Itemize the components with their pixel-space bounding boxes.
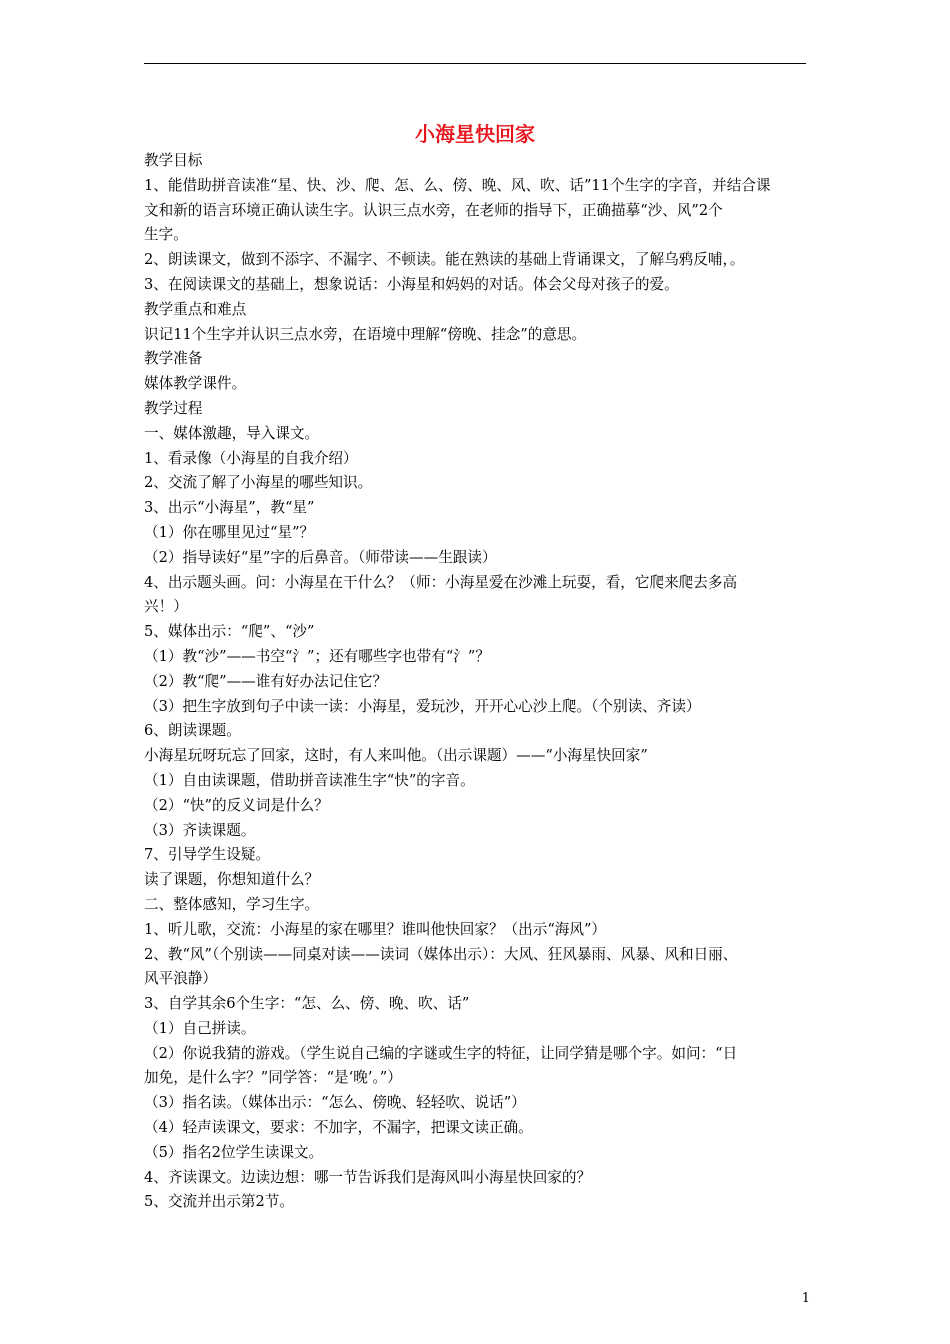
body-line: 7、引导学生设疑。 [144, 846, 271, 864]
page-number: 1 [801, 1291, 810, 1306]
body-line: 二、整体感知，学习生字。 [144, 895, 320, 913]
body-line: 1、能借助拼音读准“星、快、沙、爬、怎、么、傍、晚、风、吹、话”11个生字的字音，并结合课 [144, 176, 771, 194]
body-line: （5）指名2位学生读课文。 [144, 1143, 324, 1161]
body-line: 风平浪静） [144, 970, 217, 988]
body-line: 一、媒体激趣，导入课文。 [144, 424, 320, 442]
body-line: 教学重点和难点 [144, 300, 247, 318]
body-line: （2）教“爬”——谁有好办法记住它？ [144, 672, 388, 690]
body-line: 教学准备 [144, 350, 203, 368]
body-line: 2、交流了解了小海星的哪些知识。 [144, 474, 373, 492]
body-line: 1、看录像（小海星的自我介绍） [144, 449, 358, 467]
body-line: （2）指导读好“星”字的后鼻音。（师带读——生跟读） [144, 548, 497, 566]
body-line: 兴！） [144, 598, 188, 616]
body-line: 2、教“风”（个别读——同桌对读——读词（媒体出示）：大风、狂风暴雨、风暴、风和日丽、 [144, 945, 738, 963]
body-line: 小海星玩呀玩忘了回家，这时，有人来叫他。（出示课题）——“小海星快回家” [144, 747, 648, 765]
document-body [144, 149, 810, 1215]
body-line: （2）“快”的反义词是什么？ [144, 796, 329, 814]
body-line: 加免，是什么字？”同学答：“是‘晚’。”） [144, 1069, 402, 1087]
body-line: 教学过程 [144, 399, 203, 417]
body-line: 1、听儿歌，交流：小海星的家在哪里？谁叫他快回家？（出示“海风”） [144, 920, 607, 938]
body-line: 4、齐读课文。边读边想：哪一节告诉我们是海风叫小海星快回家的？ [144, 1168, 592, 1186]
body-line: 3、在阅读课文的基础上，想象说话：小海星和妈妈的对话。体会父母对孩子的爱。 [144, 275, 679, 293]
body-line: 3、出示“小海星”，教“星” [144, 499, 315, 517]
body-line: （1）你在哪里见过“星”？ [144, 523, 315, 541]
body-line: 5、交流并出示第2节。 [144, 1193, 294, 1211]
body-line: 3、自学其余6个生字：“怎、么、傍、晚、吹、话” [144, 995, 470, 1013]
body-line: 读了课题，你想知道什么？ [144, 871, 320, 889]
body-line: 4、出示题头画。问：小海星在干什么？（师：小海星爱在沙滩上玩耍，看，它爬来爬去多高 [144, 573, 738, 591]
body-line: （2）你说我猜的游戏。（学生说自己编的字谜或生字的特征，让同学猜是哪个字。如问：“日 [144, 1044, 738, 1062]
body-line: 6、朗读课题。 [144, 722, 241, 740]
body-line: （3）把生字放到句子中读一读：小海星，爱玩沙，开开心心沙上爬。（个别读、齐读） [144, 697, 701, 715]
header-rule [144, 63, 806, 64]
body-line: （3）指名读。（媒体出示：“怎么、傍晚、轻轻吹、说话”） [144, 1094, 526, 1112]
body-line: 教学目标 [144, 152, 203, 169]
body-line: （1）自己拼读。 [144, 1019, 256, 1037]
body-line: 5、媒体出示：“爬”、“沙” [144, 623, 315, 641]
body-line: 媒体教学课件。 [144, 375, 247, 393]
body-line: 文和新的语言环境正确认读生字。认识三点水旁，在老师的指导下，正确描摹“沙、风”2个 [144, 201, 723, 219]
body-line: （1）教“沙”——书空“氵”；还有哪些字也带有“氵”？ [144, 647, 490, 665]
body-line: （4）轻声读课文，要求：不加字，不漏字，把课文读正确。 [144, 1119, 533, 1137]
body-line: 识记11个生字并认识三点水旁，在语境中理解“傍晚、挂念”的意思。 [144, 325, 587, 343]
body-line: （3）齐读课题。 [144, 821, 256, 839]
body-line: 2、朗读课文，做到不添字、不漏字、不顿读。能在熟读的基础上背诵课文，了解乌鸦反哺，。 [144, 251, 745, 269]
document-title: 小海星快回家 [415, 122, 535, 146]
body-line: 生字。 [144, 226, 188, 244]
body-line: （1）自由读课题，借助拼音读准生字“快”的字音。 [144, 771, 475, 789]
